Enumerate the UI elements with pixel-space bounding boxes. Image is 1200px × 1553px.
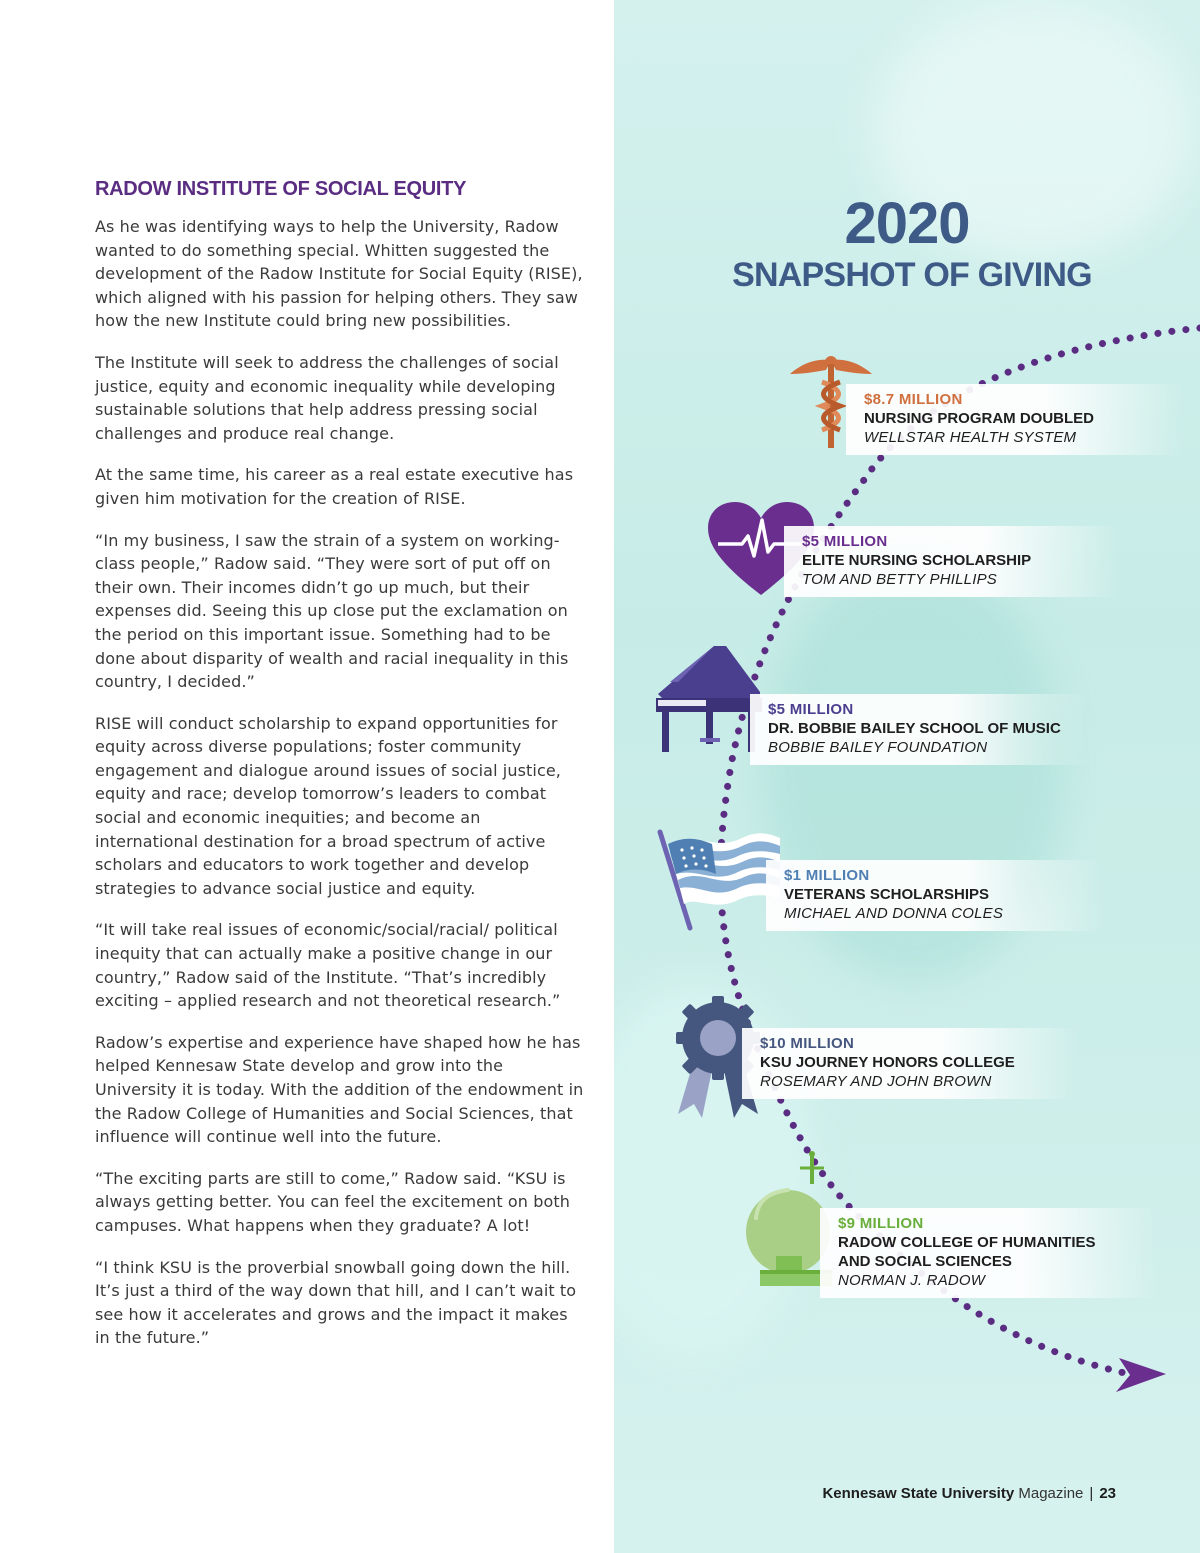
article-paragraph: The Institute will seek to address the challenges of social justice, equity and economic inequality while developing sustainable solutions that help address pressing social challenges and produce real change. [95,352,559,443]
flag-icon [654,824,784,936]
giving-infographic [614,0,1200,1553]
footer-separator: | [1089,1485,1094,1502]
piano-icon [648,642,766,758]
gift-item [742,1028,1078,1099]
gift-amount: $9 MILLION [838,1215,924,1232]
article [95,178,585,1368]
article-paragraph: At the same time, his career as a real estate executive has given him motivation for the creation of RISE. [95,465,574,508]
gift-amount: $10 MILLION [760,1035,855,1052]
gift-program: NURSING PROGRAM DOUBLED [864,410,1095,427]
gift-item [846,384,1182,455]
article-paragraph: “The exciting parts are still to come,” Radow said. “KSU is always getting better. You can feel the excitement on both campuses. What happens when they graduate? A lot! [95,1168,570,1235]
gift-amount: $1 MILLION [784,867,870,884]
article-paragraph: “In my business, I saw the strain of a system on working-class people,” Radow said. “They were sort of put off on their own. Their incomes didn’t go up much, but their expenses did. Seeing this up close put the exclamation on the period on this important issue. Something had to be done about disparity of wealth and racial inequality in this country, I decided.” [95,530,569,692]
gift-program: ELITE NURSING SCHOLARSHIP [802,552,1032,569]
infographic-title: SNAPSHOT OF GIVING [732,256,1092,294]
gift-donor: MICHAEL AND DONNA COLES [784,905,1004,922]
infographic-year: 2020 [844,191,970,256]
article-paragraph: “It will take real issues of economic/social/racial/ political inequity that can actually make a positive change in our country,” Radow said of the Institute. “That’s incredibly exciting – applied research and not theoretical research.” [95,920,561,1011]
gift-program: VETERANS SCHOLARSHIPS [784,886,990,903]
publication-section: Magazine [1018,1485,1084,1502]
gift-donor: NORMAN J. RADOW [838,1272,986,1289]
article-paragraph: As he was identifying ways to help the University, Radow wanted to do something special. Whitten suggested the development of the Radow Institute for Social Equity (RISE), which aligned with his passion for helping others. They saw how the new Institute could bring new possibilities. [95,217,583,331]
gift-item [784,526,1120,597]
gift-donor: BOBBIE BAILEY FOUNDATION [768,739,988,756]
article-heading: RADOW INSTITUTE OF SOCIAL EQUITY [95,178,467,200]
gift-program: DR. BOBBIE BAILEY SCHOOL OF MUSIC [768,720,1061,737]
article-paragraph: RISE will conduct scholarship to expand opportunities for equity across diverse populations; foster community engagement and dialogue around issues of social justice, equity and race; develop tomorrow’s leaders to combat social and economic inequities; and become an international destination for a broad spectrum of active scholars and educators to work together and develop strategies to advance social justice and equity. [95,713,561,898]
article-paragraph: “I think KSU is the proverbial snowball going down the hill. It’s just a third of the way down that hill, and I can’t wait to see how it accelerates and grows and the impact it makes in the future.” [95,1257,577,1348]
page-number: 23 [1099,1485,1116,1502]
gift-program: KSU JOURNEY HONORS COLLEGE [760,1054,1015,1071]
gift-amount: $5 MILLION [802,533,888,550]
gift-donor: ROSEMARY AND JOHN BROWN [760,1073,992,1090]
gift-donor: TOM AND BETTY PHILLIPS [802,571,998,588]
gift-item [820,1208,1156,1298]
gift-item [750,694,1086,765]
article-paragraph: Radow’s expertise and experience have shaped how he has helped Kennesaw State develop and grow into the University it is today. With the addition of the endowment in the Radow College of Humanities and Social Sciences, that influence will continue well into the future. [95,1032,584,1147]
dotted-timeline-path [614,0,1200,1553]
gift-donor: WELLSTAR HEALTH SYSTEM [864,429,1077,446]
gift-amount: $8.7 MILLION [864,391,963,408]
page-footer [822,1485,1116,1502]
publication-name: Kennesaw State University [822,1485,1015,1502]
gift-amount: $5 MILLION [768,701,854,718]
gift-program: RADOW COLLEGE OF HUMANITIES AND SOCIAL SCIENCES [838,1234,1096,1270]
gift-item [766,860,1102,931]
